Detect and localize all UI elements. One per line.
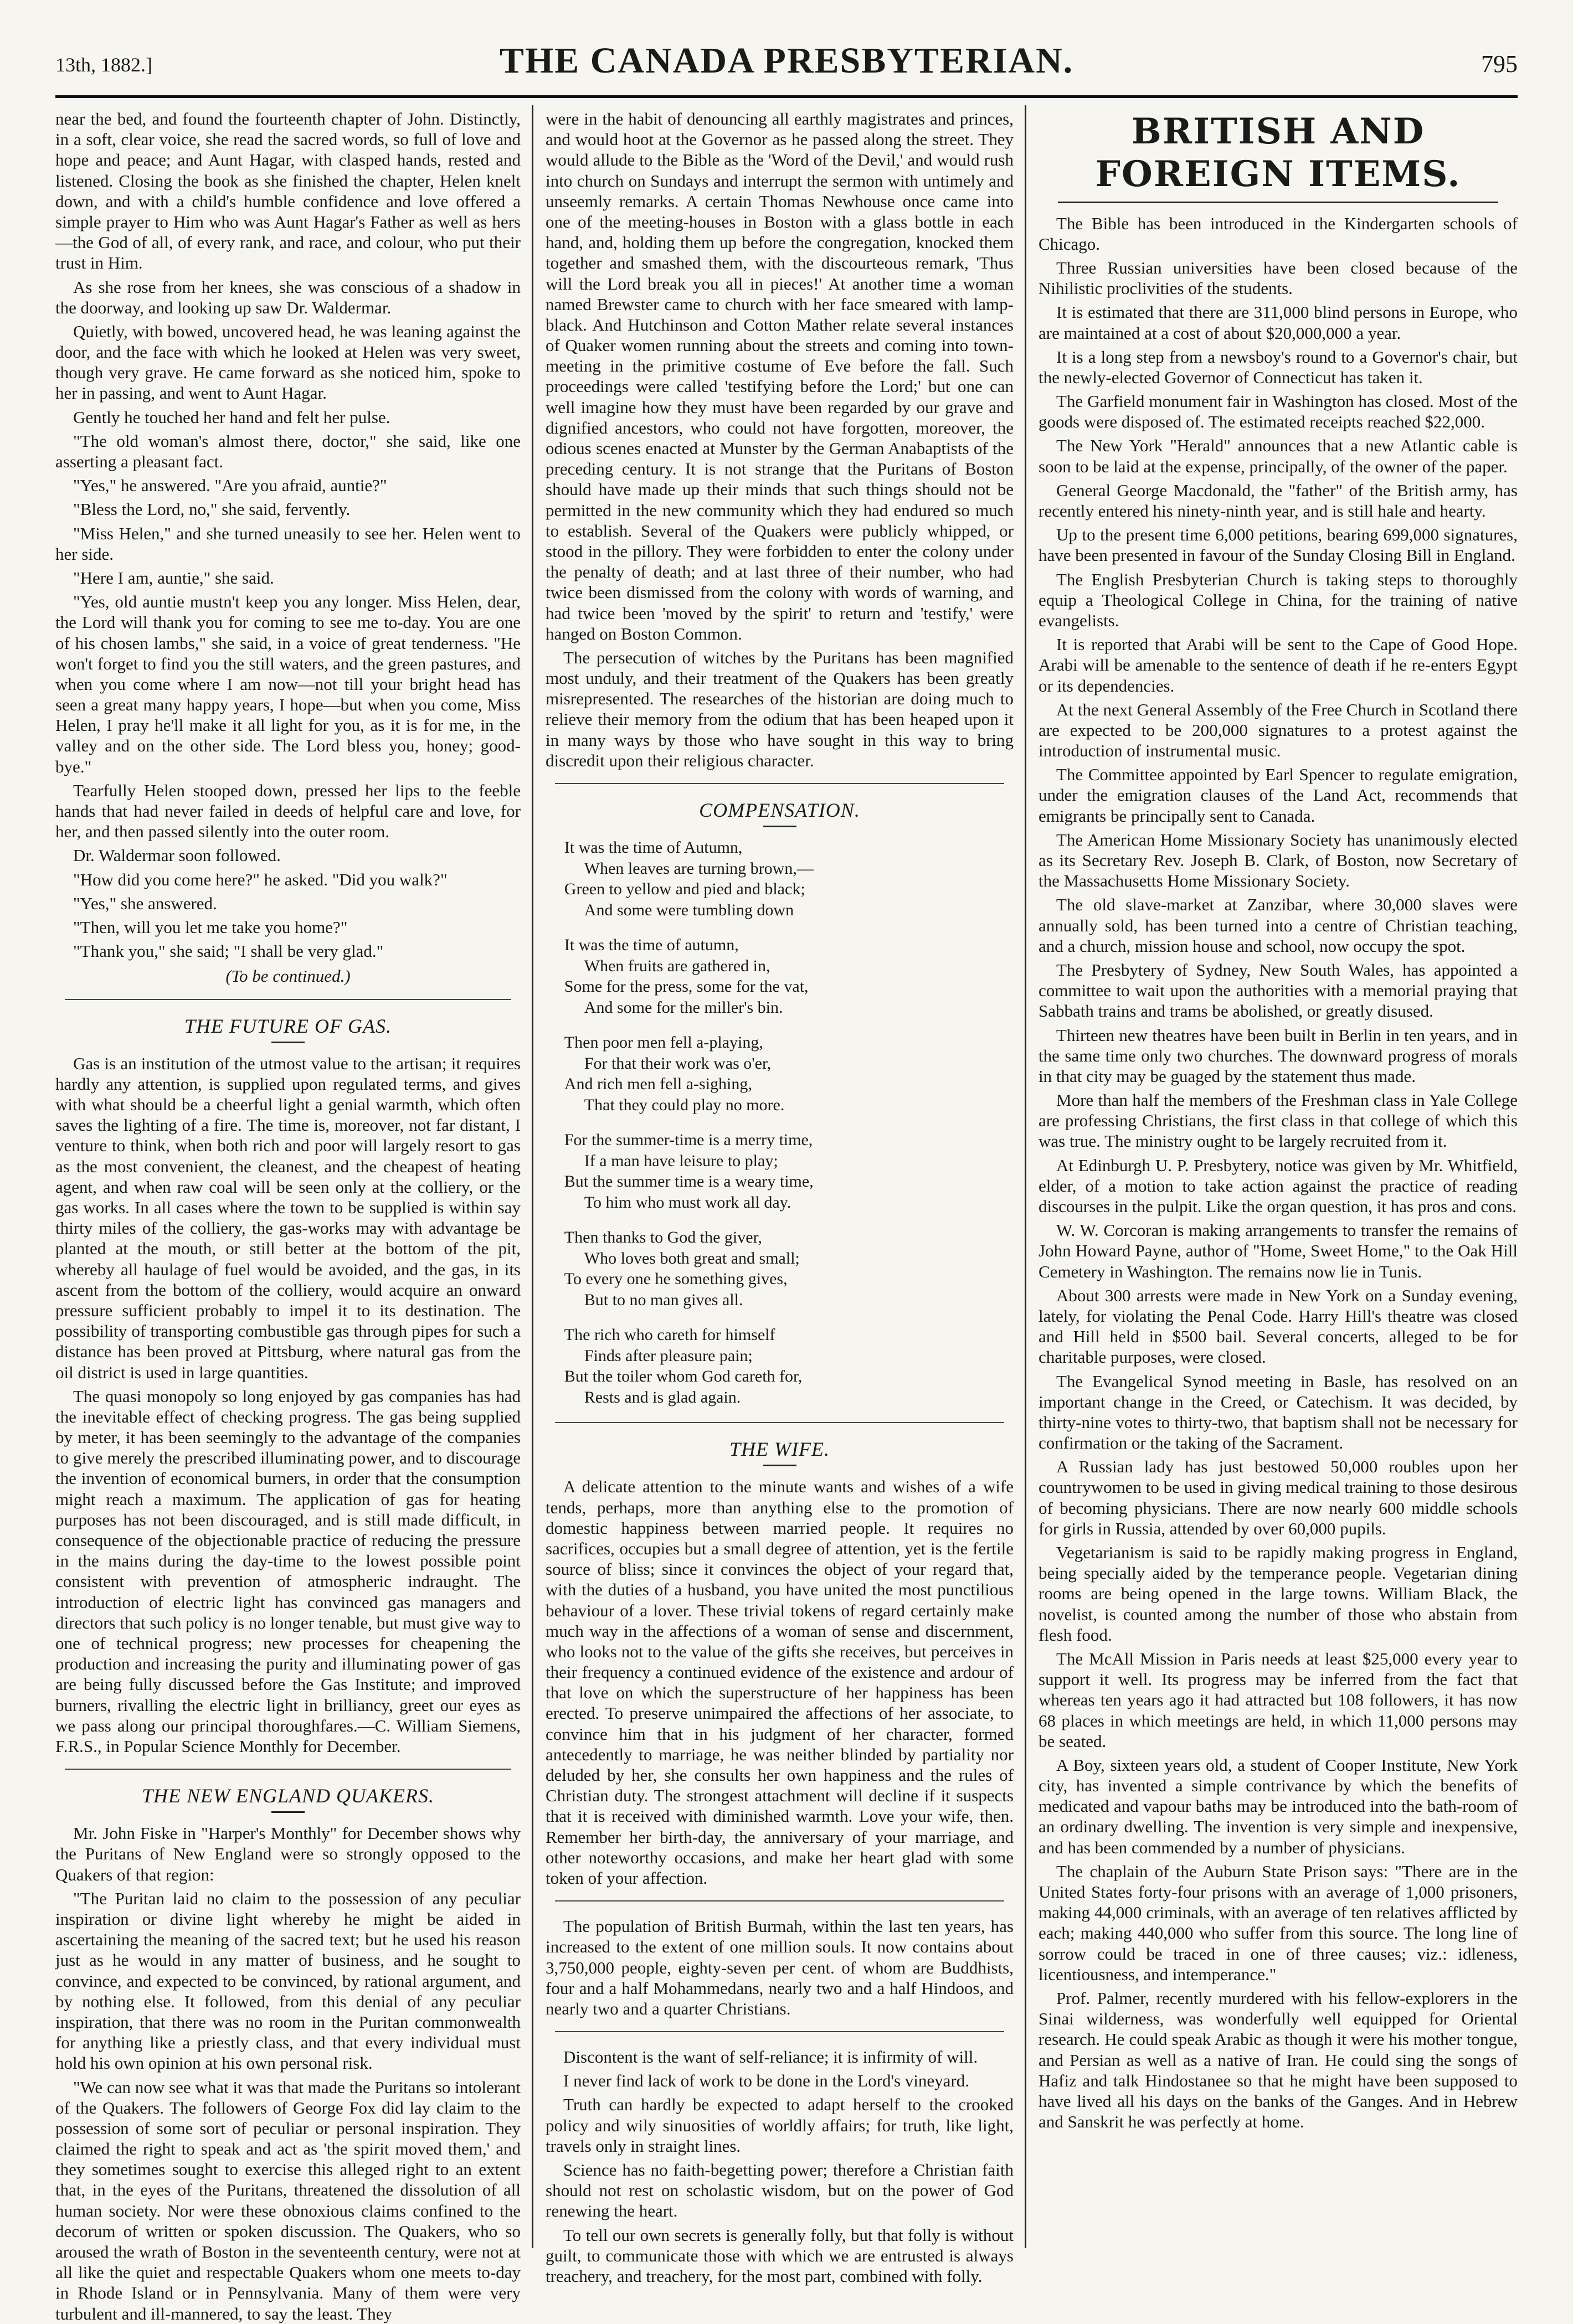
news-item: Three Russian universities have been closed because of the Nihilistic proclivities of the students. <box>1039 257 1518 298</box>
poem-line: It was the time of Autumn, <box>564 838 743 857</box>
maxim: Science has no faith-begetting power; therefore a Christian faith should not rest on scholastic wisdom, but on the power of God renewing the heart. <box>546 2160 1014 2221</box>
news-item: It is reported that Arabi will be sent to the Cape of Good Hope. Arabi will be amenable to the sentence of death if he re-enters Egypt or its dependencies. <box>1039 635 1518 695</box>
page-number: 795 <box>1481 50 1518 78</box>
quakers-paragraph: The persecution of witches by the Puritans has been magnified most unduly, and their treatment of the Quakers has been greatly misrepresented. The researches of the historian are doing much to relieve their memory from the odium that has been heaped upon it in many ways by those who have sought in this way to bring discredit upon their religious character. <box>546 647 1014 770</box>
news-item: At the next General Assembly of the Free Church in Scotland there are expected to be 200,000 signatures to a protest against the introduction of instrumental music. <box>1039 699 1518 761</box>
news-item: The Committee appointed by Earl Spencer to regulate emigration, under the emigration clauses of the Land Act, recommends that emigrants be principally sent to Canada. <box>1039 765 1518 826</box>
newspaper-title: THE CANADA PRESBYTERIAN. <box>499 40 1074 81</box>
story-paragraph: near the bed, and found the fourteenth chapter of John. Distinctly, in a soft, clear voice, she read the sacred words, so full of love and hope and peace; and Aunt Hagar, with clasped hands, rested and listened. Closing the book as she finished the chapter, Helen knelt down, and with a child's humble confidence and love offered a simple prayer to Him who was Aunt Hagar's Father as well as hers—the God of all, of every rank, and race, and colour, who put their trust in Him. <box>55 109 521 273</box>
section-heading-british-foreign: BRITISH AND FOREIGN ITEMS. <box>1095 111 1461 195</box>
article-separator <box>555 783 1004 784</box>
story-paragraph: "Yes, old auntie mustn't keep you any longer. Miss Helen, dear, the Lord will thank you for coming to see me to-day. You are one of his chosen lambs," she said, in a voice of great tenderness. "He won't forget to find you the still waters, and the green pastures, and when you come where I am now—not till your bright head has seen a great many happy years, I hope—but when you come, Miss Helen, I pray he'll make it all light for you, as it is for me, in the valley and on the other side. The Lord bless you, honey; good-bye." <box>55 592 521 776</box>
masthead <box>55 40 1518 90</box>
news-item: The English Presbyterian Church is taking steps to thoroughly equip a Theological College in China, for the training of native evangelists. <box>1039 569 1518 630</box>
poem-title-compensation: COMPENSATION. <box>699 799 860 821</box>
news-items-list <box>1039 213 1518 2132</box>
poem-line: To every one he something gives, <box>564 1270 788 1289</box>
news-item: The American Home Missionary Society has unanimously elected as its Secretary Rev. Joseph B. Clark, of Boston, now Secretary of the Massachusetts Home Missionary Society. <box>1039 829 1518 891</box>
news-item: Vegetarianism is said to be rapidly making progress in England, being specially aided by the temperance people. Vegetarian dining rooms are being opened in the large towns. William Black, the novelist, is counted among the number of those who abstain from flesh food. <box>1039 1543 1518 1645</box>
news-item: General George Macdonald, the "father" of the British army, has recently entered his ninety-ninth year, and is still hale and hearty. <box>1039 480 1518 521</box>
news-item: The Evangelical Synod meeting in Basle, has resolved on an important change in the Creed, or Catechism. It was decided, by thirty-nine votes to thirty-two, that baptism shall not be necessary for confirmation or the taking of the Sacrament. <box>1039 1371 1518 1453</box>
gas-paragraph: The quasi monopoly so long enjoyed by gas companies has had the inevitable effect of checking progress. The gas being supplied by meter, it has been seemingly to the advantage of the companies to give merely the prescribed illuminating power, and to discourage the invention of economical burners, in order that the consumption might reach a maximum. The application of gas for heating purposes has not been discouraged, and is still made difficult, in consequence of the objectionable practice of reducing the pressure in the mains during the day-time to the lowest possible point consistent with prevention of atmospheric indraught. The introduction of electric light has convinced gas managers and directors that such policy is no longer tenable, but must give way to one of technical progress; new processes for cheapening the production and increasing the purity and illuminating power of gas are being fully discussed before the Gas Institute; and improved burners, rivalling the electric light in brilliancy, greet our eyes as we pass along our principal thoroughfares.—C. William Siemens, F.R.S., in Popular Science Monthly for December. <box>55 1386 521 1756</box>
news-item: About 300 arrests were made in New York on a Sunday evening, lately, for violating the Penal Code. Harry Hill's theatre was closed and Hill held in $500 bail. Several concerts, alleged to be for charitable purposes, were closed. <box>1039 1285 1518 1367</box>
news-item: The Presbytery of Sydney, New South Wales, has appointed a committee to wait upon the authorities with a memorial praying that Sabbath trains and trams be abolished, or greatly disused. <box>1039 960 1518 1021</box>
article-separator <box>65 999 511 1000</box>
column-2 <box>546 109 1014 2286</box>
poem-line: And some for the miller's bin. <box>584 998 783 1017</box>
article-title-gas: THE FUTURE OF GAS. <box>184 1014 392 1037</box>
poem-stanza <box>564 1325 995 1408</box>
news-item: Up to the present time 6,000 petitions, bearing 699,000 signatures, have been presented in favour of the Sunday Closing Bill in England. <box>1039 525 1518 565</box>
news-item: The Bible has been introduced in the Kindergarten schools of Chicago. <box>1039 213 1518 254</box>
poem-line: But the toiler whom God careth for, <box>564 1367 803 1386</box>
column-3 <box>1039 109 1518 2246</box>
news-item: It is a long step from a newsboy's round to a Governor's chair, but the newly-elected Governor of Connecticut has taken it. <box>1039 347 1518 387</box>
news-item: The chaplain of the Auburn State Prison says: "There are in the United States forty-four prisons with an average of 1,000 prisoners, making 44,000 criminals, with an average of ten relatives afflicted by each; making 440,000 who suffer from this source. The long line of sorrow could be traced in one of three causes; viz.: idleness, licentiousness, and intemperance." <box>1039 1861 1518 1984</box>
poem-line: Green to yellow and pied and black; <box>564 880 805 899</box>
continued-note: (To be continued.) <box>225 966 351 986</box>
news-item: It is estimated that there are 311,000 blind persons in Europe, who are maintained at a cost of about $20,000,000 a year. <box>1039 302 1518 343</box>
news-item: At Edinburgh U. P. Presbytery, notice was given by Mr. Whitfield, elder, of a motion to take action against the practice of reading discourses in the pulpit. Like the organ question, it has pros and cons. <box>1039 1155 1518 1217</box>
poem-line: Finds after pleasure pain; <box>584 1346 753 1365</box>
article-separator <box>65 1769 511 1770</box>
poem-line: When leaves are turning brown,— <box>584 859 814 878</box>
news-item: The New York "Herald" announces that a new Atlantic cable is soon to be laid at the expense, principally, of the owner of the paper. <box>1039 436 1518 476</box>
poem-line: For that their work was o'er, <box>584 1054 772 1073</box>
poem-stanza <box>564 1227 995 1310</box>
quakers-paragraph: "The Puritan laid no claim to the possession of any peculiar inspiration or divine light whereby he might be aided in ascertaining the meaning of the sacred text; but he used his reason just as he would in any matter of business, and he sought to convince, and expected to be convinced, by rational argument, and by nothing else. It followed, from this denial of any peculiar inspiration, that there was no room in the Puritan commonwealth for anything like a priestly class, and that every individual must hold his own opinion at his own personal risk. <box>55 1888 521 2073</box>
news-item: The McAll Mission in Paris needs at least $25,000 every year to support it well. Its progress may be inferred from the fact that whereas ten years ago it had attracted but 108 followers, it has now 68 places in which meetings are held, in which 11,000 persons may be seated. <box>1039 1648 1518 1751</box>
poem-line: Who loves both great and small; <box>584 1249 800 1267</box>
poem-line: Some for the press, some for the vat, <box>564 977 809 996</box>
title-rule <box>271 1042 305 1043</box>
story-paragraph: "Thank you," she said; "I shall be very glad." <box>73 941 384 961</box>
news-item: The Garfield monument fair in Washington has closed. Most of the goods were disposed of. The estimated receipts reached $22,000. <box>1039 391 1518 432</box>
news-item: A Boy, sixteen years old, a student of Cooper Institute, New York city, has invented a simple contrivance by which the benefits of medicated and vapour baths may be introduced into the bath-room of an ordinary dwelling. The invention is very simple and inexpensive, and has been commended by a number of physicians. <box>1039 1755 1518 1857</box>
poem-compensation <box>564 837 995 1408</box>
masthead-rule <box>55 95 1518 98</box>
wife-paragraph: A delicate attention to the minute wants and wishes of a wife tends, perhaps, more than anything else to the promotion of domestic happiness between married people. It requires no sacrifices, occupies but a small degree of attention, yet is the fertile source of bliss; since it convinces the object of your regard that, with the duties of a husband, you have united the most punctilious behaviour of a lover. These trivial tokens of regard certainly make much way in the affections of a woman of sense and discernment, who looks not to the value of the gifts she receives, but perceives in their frequency a continued evidence of the existence and ardour of that love on which the superstructure of her happiness has been erected. To preserve unimpaired the affections of her associate, to convince him that in his judgment of her character, formed antecedently to marriage, he was neither blinded by partiality nor deluded by her, she consults her own happiness and the rules of Christian duty. The strongest attachment will decline if it suspects that it is received with diminished warmth. Love your wife, then. Remember her birth-day, the anniversary of your marriage, and other noteworthy occasions, and make her heart glad with some token of your affection. <box>546 1477 1014 1888</box>
poem-line: If a man have leisure to play; <box>584 1151 778 1170</box>
poem-line: When fruits are gathered in, <box>584 956 770 975</box>
maxim: To tell our own secrets is generally folly, but that folly is without guilt, to communicate those with which we are entrusted is always treachery, and treachery, for the most part, combined with folly. <box>546 2225 1014 2286</box>
burmah-paragraph: The population of British Burmah, within the last ten years, has increased to the extent of one million souls. It now contains about 3,750,000 people, eighty-seven per cent. of whom are Buddhists, four and a half Mohammedans, nearly two and a half Hindoos, and nearly two and a quarter Christians. <box>546 1916 1014 2018</box>
news-item: More than half the members of the Freshman class in Yale College are professing Christians, the first class in that college of which this was true. The ministry ought to be largely recruited from it. <box>1039 1090 1518 1151</box>
article-separator <box>555 2031 1004 2032</box>
news-item: A Russian lady has just bestowed 50,000 roubles upon her countrywomen to be used in giving medical training to those desirous of becoming physicians. There are now nearly 600 middle schools for girls in Russia, attended by over 60,000 pupils. <box>1039 1457 1518 1538</box>
story-paragraph: "Here I am, auntie," she said. <box>73 568 274 588</box>
news-item: Prof. Palmer, recently murdered with his fellow-explorers in the Sinai wilderness, was wonderfully well equipped for Oriental research. He could speak Arabic as though it were his mother tongue, and Persian as well as a native of Iran. He could sing the songs of Hafiz and talk Hindostanee so that he might have been supposed to have lived all his days on the banks of the Ganges. And in Hebrew and Sanskrit he was perfectly at home. <box>1039 1988 1518 2132</box>
poem-stanza <box>564 1032 995 1115</box>
column-1 <box>55 109 521 2323</box>
article-title-quakers: THE NEW ENGLAND QUAKERS. <box>142 1785 434 1807</box>
story-paragraph: Gently he touched her hand and felt her pulse. <box>73 407 390 427</box>
quakers-paragraph: Mr. John Fiske in "Harper's Monthly" for December shows why the Puritans of New England were so strongly opposed to the Quakers of that region: <box>55 1823 521 1884</box>
maxim: Truth can hardly be expected to adapt herself to the crooked policy and wily sinuosities of worldly affairs; for truth, like light, travels only in straight lines. <box>546 2095 1014 2156</box>
poem-line: Rests and is glad again. <box>584 1388 741 1406</box>
article-separator <box>555 1422 1004 1423</box>
story-paragraph: "How did you come here?" he asked. "Did you walk?" <box>73 869 448 889</box>
poem-line: And some were tumbling down <box>584 900 794 919</box>
title-rule <box>271 1811 305 1813</box>
story-paragraph: "Then, will you let me take you home?" <box>73 917 348 937</box>
poem-line: Then poor men fell a-playing, <box>564 1033 763 1052</box>
quakers-paragraph: "We can now see what it was that made the Puritans so intolerant of the Quakers. The followers of George Fox did lay claim to the possession of some sort of peculiar or personal inspiration. They claimed the right to speak and act as 'the spirit moved them,' and they sometimes sought to exercise this alleged right to an extent that, in the eyes of the Puritans, threatened the dissolution of all human society. Nor were these obnoxious claims confined to the decorum of written or spoken discussion. The Quakers, who so aroused the wrath of Boston in the seventeenth century, were not at all like the quiet and respectable Quakers whom one meets to-day in Rhode Island or in Pennsylvania. Many of them were very turbulent and ill-mannered, to say the least. They <box>55 2077 521 2323</box>
column-divider <box>1025 105 1026 2248</box>
story-paragraph: Dr. Waldermar soon followed. <box>73 846 281 865</box>
story-paragraph: "Yes," he answered. "Are you afraid, auntie?" <box>73 476 387 496</box>
article-separator <box>555 1900 1004 1902</box>
story-paragraph: As she rose from her knees, she was conscious of a shadow in the doorway, and looking up saw Dr. Waldermar. <box>55 277 521 317</box>
news-item: The old slave-market at Zanzibar, where 30,000 slaves were annually sold, has been turned into a centre of Christian teaching, and a church, mission house and school, now occupy the spot. <box>1039 895 1518 956</box>
news-item: W. W. Corcoran is making arrangements to transfer the remains of John Howard Payne, author of "Home, Sweet Home," to the Oak Hill Cemetery in Washington. The remains now lie in Tunis. <box>1039 1220 1518 1281</box>
poem-line: But the summer time is a weary time, <box>564 1172 814 1191</box>
poem-line: Then thanks to God the giver, <box>564 1228 762 1247</box>
poem-line: To him who must work all day. <box>584 1193 791 1212</box>
poem-line: But to no man gives all. <box>584 1290 743 1309</box>
news-item: Thirteen new theatres have been built in Berlin in ten years, and in the same time only two churches. The downward progress of morals in that city may be guaged by the statement thus made. <box>1039 1025 1518 1086</box>
poem-stanza <box>564 935 995 1018</box>
poem-line: It was the time of autumn, <box>564 936 739 955</box>
title-rule <box>763 826 796 827</box>
poem-line: For the summer-time is a merry time, <box>564 1131 813 1150</box>
section-rule <box>1058 202 1499 203</box>
column-divider <box>532 105 533 2248</box>
poem-line: That they could play no more. <box>584 1095 785 1114</box>
story-paragraph: "The old woman's almost there, doctor," she said, like one asserting a pleasant fact. <box>55 431 521 471</box>
title-rule <box>763 1465 796 1466</box>
article-title-wife: THE WIFE. <box>729 1438 830 1461</box>
story-paragraph: Quietly, with bowed, uncovered head, he was leaning against the door, and the face with which he looked at Helen was very sweet, though very grave. He came forward as she noticed him, spoke to her in passing, and went to Aunt Hagar. <box>55 321 521 403</box>
poem-line: And rich men fell a-sighing, <box>564 1075 752 1094</box>
gas-paragraph: Gas is an institution of the utmost value to the artisan; it requires hardly any attention, is supplied upon regulated terms, and gives with what should be a cheerful light a genial warmth, which often saves the lighting of a fire. The time is, moreover, not far distant, I venture to think, when both rich and poor will largely resort to gas as the most convenient, the cleanest, and the cheapest of heating agent, and when raw coal will be seen only at the colliery, or the gas works. In all cases where the town to be supplied is within say thirty miles of the colliery, the gas-works may with advantage be planted at the mouth, or still better at the bottom of the pit, whereby all haulage of fuel would be avoided, and the gas, in its ascent from the bottom of the colliery, would acquire an onward pressure sufficient probably to impel it to its destination. The possibility of transporting combustible gas through pipes for such a distance has been proved at Pittsburg, where natural gas from the oil district is used in large quantities. <box>55 1053 521 1382</box>
poem-stanza <box>564 1130 995 1213</box>
story-paragraph: "Miss Helen," and she turned uneasily to see her. Helen went to her side. <box>55 523 521 564</box>
poem-stanza <box>564 837 995 920</box>
story-paragraph: Tearfully Helen stooped down, pressed her lips to the feeble hands that had never failed in deeds of helpful care and love, for her, and then passed silently into the outer room. <box>55 780 521 842</box>
story-paragraph: "Yes," she answered. <box>73 893 217 913</box>
maxim: I never find lack of work to be done in the Lord's vineyard. <box>563 2071 969 2091</box>
issue-date: 13th, 1882.] <box>55 54 152 76</box>
quakers-paragraph: were in the habit of denouncing all earthly magistrates and princes, and would hoot at the Governor as he passed along the street. They would allude to the Bible as the 'Word of the Devil,' and would rush into church on Sundays and interrupt the sermon with untimely and unseemly remarks. A certain Thomas Newhouse once came into one of the meeting-houses in Boston with a glass bottle in each hand, and, holding them up before the congregation, knocked them together and smashed them, with the discourteous remark, 'Thus will the Lord break you all in pieces!' At another time a woman named Brewster came to church with her face smeared with lamp-black. And Hutchinson and Cotton Mather relate several instances of Quaker women running about the streets and coming into town-meeting in the primitive costume of Eve before the fall. Such proceedings were called 'testifying before the Lord;' but one can well imagine how they must have been regarded by our grave and dignified ancestors, who could not have forgotten, moreover, the odious scenes enacted at Munster by the German Anabaptists of the preceding century. It is not strange that the Puritans of Boston should have made up their minds that such things should not be permitted in the new community which they had endured so much to establish. Several of the Quakers were publicly whipped, or stood in the pillory. They were forbidden to enter the colony under the penalty of death; and at last three of their number, who had twice been dismissed from the colony with words of warning, and had twice been 'moved by the spirit' to return and 'testify,' were hanged on Boston Common. <box>546 109 1014 643</box>
story-paragraph: "Bless the Lord, no," she said, fervently. <box>73 499 351 519</box>
poem-line: The rich who careth for himself <box>564 1326 775 1344</box>
maxim: Discontent is the want of self-reliance; it is infirmity of will. <box>563 2047 978 2067</box>
